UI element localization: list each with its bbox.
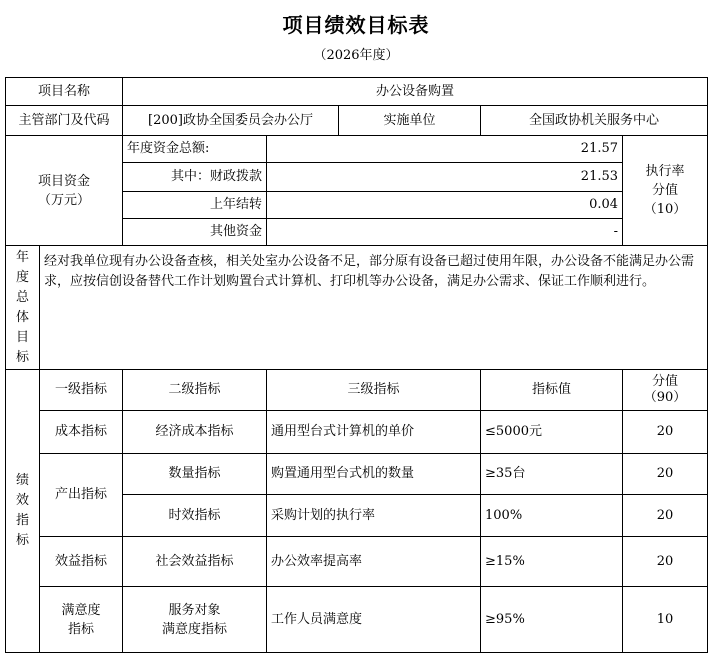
impl-value: 全国政协机关服务中心 [481,106,708,136]
table-row [6,411,708,454]
funds-total-value: 21.57 [267,136,623,163]
dept-value: [200]政协全国委员会办公厅 [123,106,339,136]
funds-other-value: - [267,219,623,246]
header-level2: 二级指标 [123,370,267,411]
funds-fiscal-value: 21.53 [267,163,623,192]
row-level2: 经济成本指标 [123,411,267,454]
funds-total-label: 年度资金总额: [123,136,267,163]
table-row [6,587,708,653]
row-level3: 通用型台式计算机的单价 [267,411,481,454]
row-level2: 时效指标 [123,495,267,537]
header-level1: 一级指标 [40,370,123,411]
performance-table [5,77,708,653]
impl-label: 实施单位 [339,106,481,136]
table-row [6,454,708,495]
row-score: 20 [623,454,708,495]
funds-other-label: 其他资金 [123,219,267,246]
row-level2: 服务对象 满意度指标 [123,587,267,653]
funds-carry-value: 0.04 [267,192,623,219]
project-name-label: 项目名称 [6,78,123,106]
row-score: 20 [623,411,708,454]
row-score: 10 [623,587,708,653]
row-level2: 社会效益指标 [123,537,267,587]
header-score: 分值 （90） [623,370,708,411]
row-score: 20 [623,537,708,587]
funds-carry-label: 上年结转 [123,192,267,219]
row-level3: 办公效率提高率 [267,537,481,587]
row-value: ≤5000元 [481,411,623,454]
funds-fiscal-label: 其中：财政拨款 [123,163,267,192]
table-row [6,537,708,587]
annual-goal-label: 年 度 总 体 目 标 [6,246,40,370]
header-level3: 三级指标 [267,370,481,411]
row-value: ≥35台 [481,454,623,495]
row-value: ≥15% [481,537,623,587]
header-value: 指标值 [481,370,623,411]
perf-indicator-label: 绩 效 指 标 [6,370,40,653]
project-name-value: 办公设备购置 [123,78,708,106]
row-value: 100% [481,495,623,537]
row-score: 20 [623,495,708,537]
row-level1: 成本指标 [40,411,123,454]
funds-label: 项目资金 （万元） [6,136,123,246]
annual-goal-text: 经对我单位现有办公设备查核，相关处室办公设备不足，部分原有设备已超过使用年限，办公设备不能满足办公需求，应按信创设备替代工作计划购置台式计算机、打印机等办公设备，满足办公需求、保证工作顺利进行。 [40,246,708,370]
row-level1: 满意度 指标 [40,587,123,653]
row-level3: 采购计划的执行率 [267,495,481,537]
exec-rate-label: 执行率 分值 （10） [623,136,708,246]
row-level1: 产出指标 [40,454,123,537]
row-level1: 效益指标 [40,537,123,587]
row-level3: 工作人员满意度 [267,587,481,653]
row-level3: 购置通用型台式机的数量 [267,454,481,495]
page-title: 项目绩效目标表 [282,13,430,37]
dept-label: 主管部门及代码 [6,106,123,136]
page-subtitle: （2026年度） [313,48,399,63]
row-level2: 数量指标 [123,454,267,495]
row-value: ≥95% [481,587,623,653]
